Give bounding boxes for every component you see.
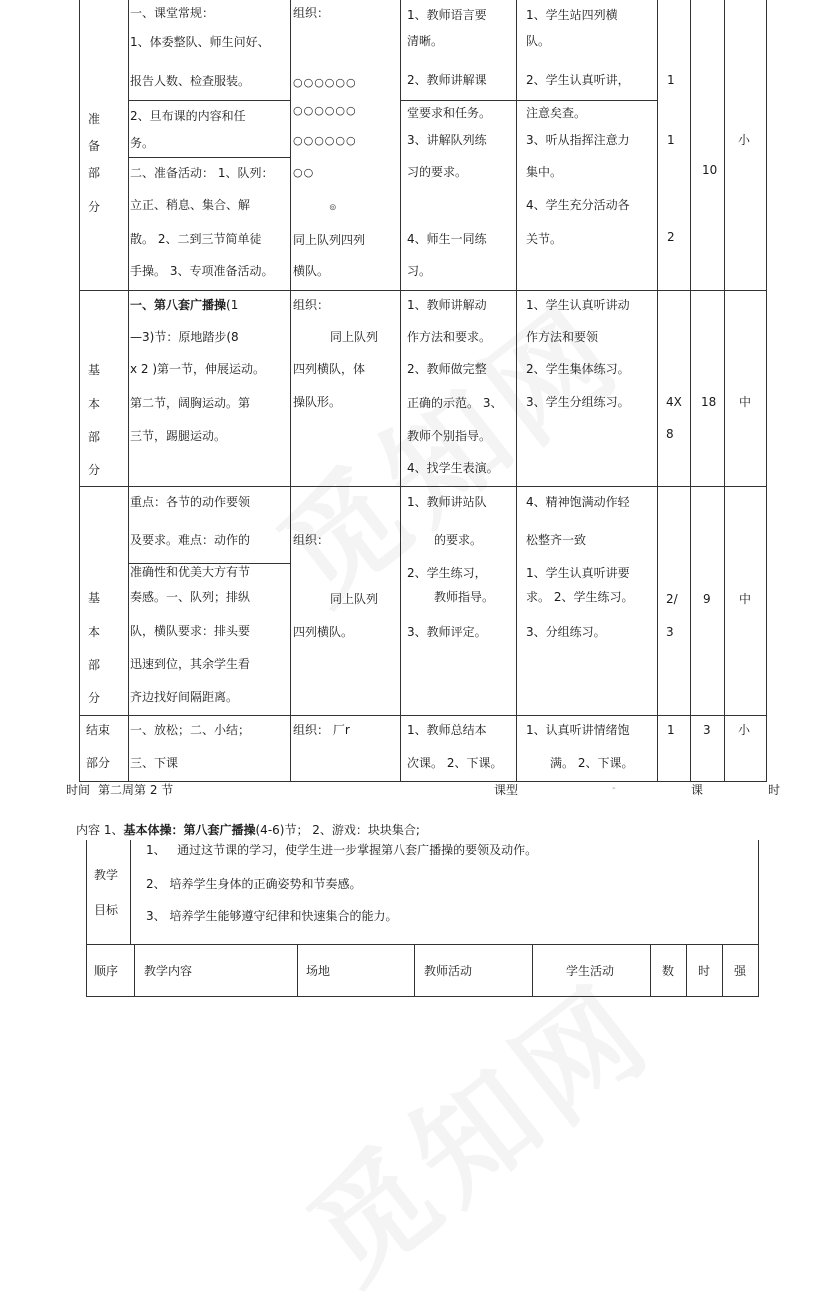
basic2-teacher-line: 2、学生练习， [407,566,487,580]
basic2-student-line: 松整齐一致 [526,533,587,547]
end-student-line: 满。 2、下课。 [550,756,634,770]
header-time: 时 [698,964,711,978]
end-field: 组织： 厂r [293,723,350,737]
basic1-section-label-3: 部 [88,430,101,444]
basic2-teacher-line: 3、教师评定。 [407,625,487,639]
basic1-intensity-value: 中 [739,395,752,409]
prep-content-line: 务。 [130,136,155,150]
end-section-label-2: 部分 [86,756,111,770]
prep-teacher-line: 习。 [407,264,432,278]
basic2-content-line: 齐边找好间隔距离。 [130,690,239,704]
prep-section-label-1: 准 [88,112,101,126]
basic2-teacher-line: 的要求。 [434,533,483,547]
basic1-section-label-1: 基 [88,363,101,377]
prep-intensity-value: 小 [738,133,751,147]
end-intensity-value: 小 [738,723,751,737]
basic2-intensity-value: 中 [739,592,752,606]
content-line [76,823,420,837]
lesson-type-dash: - [612,783,616,794]
goal-item: 2、 培养学生身体的正确姿势和节奏感。 [146,877,362,891]
basic2-student-line: 1、学生认真听讲要 [526,566,630,580]
prep-student-line: 4、学生充分活动各 [526,198,630,212]
class-hour-label-ke: 课 [691,783,704,797]
basic2-section-label-4: 分 [88,691,101,705]
basic2-field-line: 四列横队。 [293,625,354,639]
end-content-line: 三、下课 [130,756,179,770]
prep-time-value: 10 [702,163,718,177]
prep-section-label-2: 备 [88,139,101,153]
prep-content-line: 手操。 3、专项准备活动。 [130,264,274,278]
teacher-position-icon: ⊚ [329,203,337,213]
basic1-student-line: 2、学生集体练习。 [526,362,630,376]
basic1-field-line: 操队形。 [293,395,342,409]
goal-item: 3、 培养学生能够遵守纪律和快速集合的能力。 [146,909,398,923]
header-content: 教学内容 [144,964,193,978]
prep-teacher-line: 清晰。 [407,34,444,48]
basic1-time-value: 18 [701,395,717,409]
content-rest: (4-6)节； 2、游戏：块块集合; [255,823,420,837]
basic2-field-line: 组织： [293,533,330,547]
prep-count-value: 1 [667,73,675,87]
basic1-content-title [130,298,238,312]
prep-count-value: 1 [667,133,675,147]
basic1-field-line: 同上队列 [330,330,379,344]
prep-content-line: 一、课堂常规： [130,6,215,20]
basic1-teacher-line: 2、教师做完整 [407,362,487,376]
prep-content-line: 立正、稍息、集合、解 [130,198,251,212]
prep-content-line: 二、准备活动： 1、队列： [130,166,274,180]
goal-item: 1、 通过这节课的学习，使学生进一步掌握第八套广播操的要领及动作。 [146,843,538,857]
prep-section-label-3: 部 [88,166,101,180]
header-field: 场地 [306,964,331,978]
prep-field-line: ○○○○○○ [293,134,357,147]
prep-student-line: 关节。 [526,232,563,246]
prep-teacher-line: 4、师生一同练 [407,232,487,246]
end-count-value: 1 [667,723,675,737]
basic1-teacher-line: 教师个别指导。 [407,429,492,443]
prep-content-line: 1、体委整队、师生问好、 [130,35,270,49]
basic2-section-label-1: 基 [88,591,101,605]
basic1-content-title-bold: 一、第八套广播操 [130,298,227,312]
header-order: 顺序 [94,964,119,978]
prep-content-line: 散。 2、二到三节简单徒 [130,232,262,246]
prep-teacher-line: 1、教师语言要 [407,8,487,22]
prep-student-line: 队。 [526,34,551,48]
end-teacher-line: 1、教师总结本 [407,723,487,737]
goals-label-1: 教学 [94,868,119,882]
prep-content-line: 报告人数、检查服装。 [130,74,251,88]
basic1-content-line: 三节，踢腿运动。 [130,429,227,443]
basic1-teacher-line: 1、教师讲解动 [407,298,487,312]
basic1-count-value: 4X [666,395,682,409]
basic2-time-value: 9 [703,592,711,606]
class-hour-label-shi: 时 [768,783,781,797]
prep-teacher-line: 堂要求和任务。 [407,106,492,120]
basic1-field-line: 四列横队，体 [293,362,366,376]
basic2-section-label-3: 部 [88,658,101,672]
basic2-student-line: 3、分组练习。 [526,625,606,639]
basic1-student-line: 1、学生认真听讲动 [526,298,630,312]
basic1-field-line: 组织： [293,298,330,312]
prep-teacher-line: 2、教师讲解课 [407,73,487,87]
basic2-count-value: 3 [666,625,674,639]
basic1-content-line: 第二节，阔胸运动。第 [130,396,251,410]
prep-student-line: 集中。 [526,165,563,179]
content-label: 内容 [76,823,101,837]
basic2-content-line: 队，横队要求：排头要 [130,624,251,638]
basic1-section-label-2: 本 [88,397,101,411]
end-teacher-line: 次课。 2、下课。 [407,756,503,770]
basic2-student-line: 求。 2、学生练习。 [526,590,634,604]
basic1-student-line: 3、学生分组练习。 [526,395,630,409]
time-value: 第二周第 2 节 [98,783,174,797]
prep-count-value: 2 [667,230,675,244]
prep-teacher-line: 习的要求。 [407,165,468,179]
prep-field-line: ○○ [293,166,315,179]
basic1-section-label-4: 分 [88,463,101,477]
end-content-line: 一、放松；二、小结； [130,723,251,737]
prep-content-line: 2、旦布课的内容和任 [130,109,246,123]
basic1-teacher-line: 4、找学生表演。 [407,461,499,475]
basic1-content-title-tail: (1 [226,298,239,312]
basic2-student-line: 4、精神饱满动作轻 [526,495,630,509]
basic1-count-value: 8 [666,427,674,441]
basic1-student-line: 作方法和要领 [526,330,599,344]
basic2-content-line: 准确性和优美大方有节 [130,565,251,579]
basic2-section-label-2: 本 [88,625,101,639]
content-bold: 基本体操：第八套广播操 [123,823,256,837]
content-prefix: 1、 [103,823,124,837]
prep-field-line: 横队。 [293,264,330,278]
prep-student-line: 1、学生站四列横 [526,8,618,22]
prep-student-line: 3、听从指挥注意力 [526,133,630,147]
time-label: 时间 [66,783,91,797]
header-student: 学生活动 [566,964,615,978]
lesson-type-label: 课型 [494,783,519,797]
header-teacher: 教师活动 [424,964,473,978]
end-time-value: 3 [703,723,711,737]
prep-student-line: 注意矣查。 [526,106,587,120]
basic2-content-line: 重点：各节的动作要领 [130,495,251,509]
basic2-teacher-line: 教师指导。 [434,590,495,604]
header-intensity: 强 [734,964,747,978]
watermark-lower [268,938,681,1314]
prep-section-label-4: 分 [88,200,101,214]
prep-field-line: ○○○○○○ [293,76,357,89]
prep-field-line: 组织： [293,6,330,20]
basic2-content-line: 奏感。一、队列；排纵 [130,590,251,604]
basic2-count-value: 2/ [666,592,678,606]
basic2-field-line: 同上队列 [330,592,379,606]
prep-student-line: 2、学生认真听讲， [526,73,630,87]
basic1-teacher-line: 正确的示范。 3、 [407,396,503,410]
basic1-teacher-line: 作方法和要求。 [407,330,492,344]
header-count: 数 [662,964,675,978]
prep-field-line: ○○○○○○ [293,104,357,117]
basic2-teacher-line: 1、教师讲站队 [407,495,487,509]
end-student-line: 1、认真听讲情绪饱 [526,723,630,737]
basic2-content-line: 及要求。难点：动作的 [130,533,251,547]
goals-label-2: 目标 [94,903,119,917]
basic2-content-line: 迅速到位，其余学生看 [130,657,251,671]
prep-teacher-line: 3、讲解队列练 [407,133,487,147]
basic1-content-line: x 2 )第一节，伸展运动。 [130,362,266,376]
end-section-label-1: 结束 [86,723,111,737]
prep-field-line: 同上队列四列 [293,233,366,247]
basic1-content-line: —3)节：原地踏步(8 [130,330,239,344]
